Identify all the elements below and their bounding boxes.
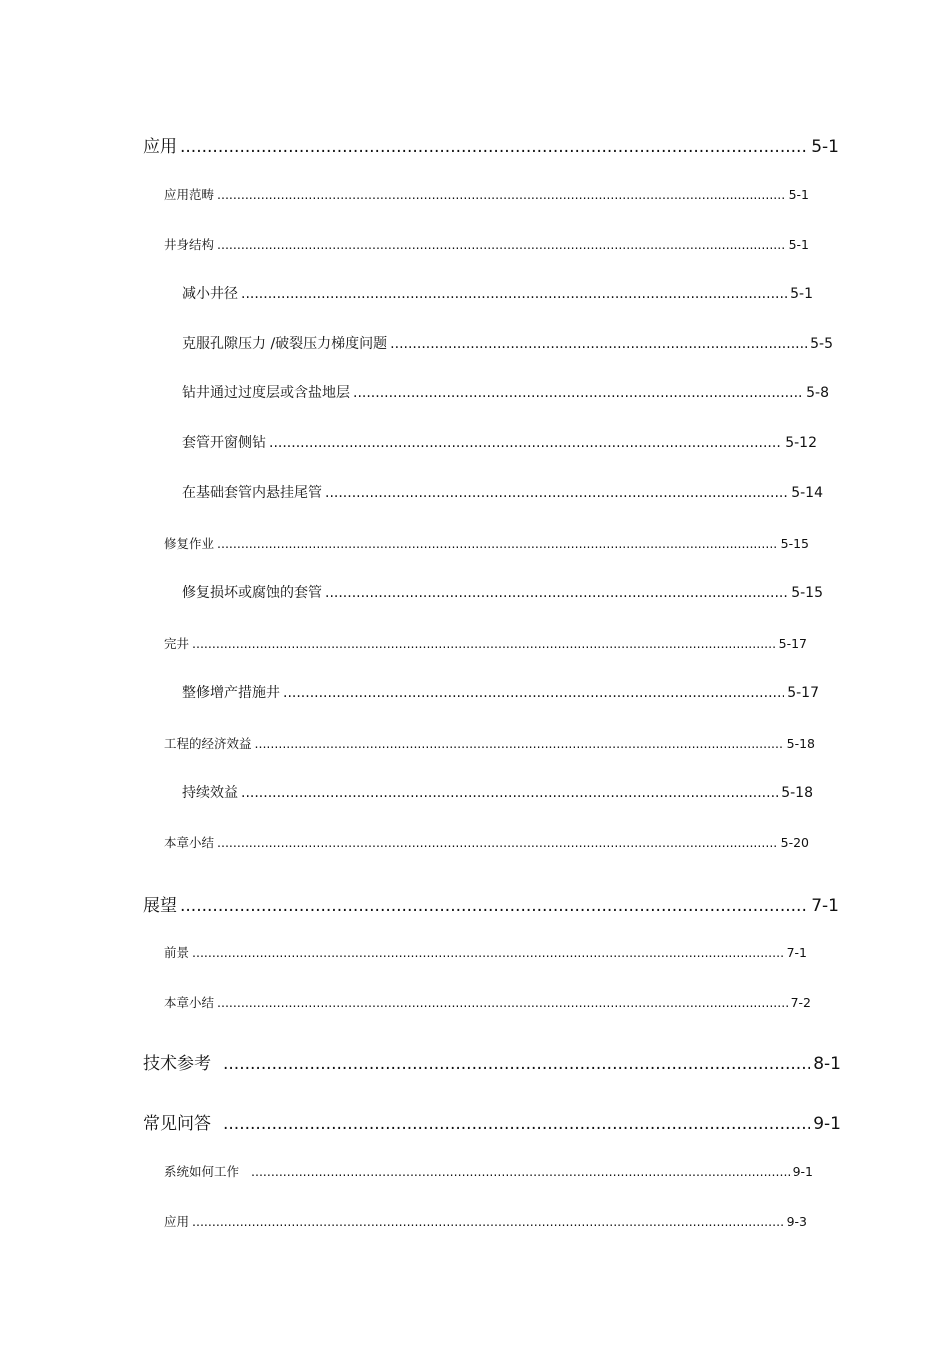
toc-entry[interactable] [164,993,811,1011]
toc-entry-page: 9-1 [792,1164,813,1179]
toc-entry-page: 5-14 [791,485,823,501]
toc-entry-title: 前景 [164,945,190,960]
toc-leader-dots [269,435,782,451]
toc-entry-page: 7-2 [790,995,811,1010]
toc-leader-dots [255,736,784,751]
toc-entry-title: 整修增产措施井 [182,685,280,701]
toc-entry-title: 减小井径 [182,286,238,302]
toc-entry-title: 钻井通过过度层或含盐地层 [182,385,350,401]
toc-entry[interactable] [182,482,823,502]
toc-entry-title: 完井 [164,636,190,651]
toc-entry-page: 5-1 [788,237,809,252]
toc-entry-page: 5-20 [780,835,809,850]
toc-entry-page: 9-3 [786,1214,807,1229]
toc-entry[interactable] [164,734,815,752]
toc-entry-title: 系统如何工作 [164,1164,240,1179]
toc-entry-page: 9-1 [813,1114,841,1134]
toc-leader-dots [223,1114,810,1134]
toc-entry-page: 5-17 [778,636,807,651]
toc-leader-dots [325,585,788,601]
toc-entry[interactable] [164,634,807,652]
toc-leader-dots [325,485,788,501]
toc-entry-title: 修复作业 [164,536,215,551]
toc-leader-dots [217,237,786,252]
toc-entry-page: 5-18 [786,736,815,751]
toc-entry[interactable] [143,891,839,916]
toc-entry-title: 展望 [143,896,177,916]
toc-entry[interactable] [164,833,809,851]
toc-entry-page: 7-1 [811,896,839,916]
toc-entry-title: 克服孔隙压力 /破裂压力梯度问题 [182,336,388,352]
toc-leader-dots [217,187,786,202]
toc-entry[interactable] [182,283,813,303]
toc-leader-dots [353,385,803,401]
toc-entry[interactable] [182,582,823,602]
toc-entry-title: 应用 [143,137,177,157]
toc-entry[interactable] [164,1162,813,1180]
toc-entry[interactable] [164,1212,807,1230]
toc-entry-title: 技术参考 [143,1054,211,1074]
toc-entry-page: 5-12 [785,435,817,451]
toc-entry[interactable] [143,132,839,157]
toc-entry-title: 应用范畴 [164,187,215,202]
toc-entry-page: 5-1 [788,187,809,202]
toc-entry[interactable] [164,534,809,552]
toc-entry-page: 8-1 [813,1054,841,1074]
toc-entry-page: 5-18 [781,785,813,801]
toc-entry[interactable] [164,185,809,203]
toc-entry[interactable] [182,682,819,702]
toc-leader-dots [180,896,808,916]
toc-leader-dots [192,945,784,960]
toc-leader-dots [241,286,787,302]
toc-leader-dots [217,995,788,1010]
toc-entry-title: 持续效益 [182,785,238,801]
toc-leader-dots [283,685,784,701]
toc-entry-title: 常见问答 [143,1114,211,1134]
toc-leader-dots [217,835,778,850]
toc-entry-page: 7-1 [786,945,807,960]
toc-entry-page: 5-17 [787,685,819,701]
toc-entry-page: 5-8 [806,385,829,401]
toc-leader-dots [241,785,778,801]
toc-entry[interactable] [143,1049,841,1074]
toc-entry-title: 套管开窗侧钻 [182,435,266,451]
toc-leader-dots [192,1214,784,1229]
toc-entry[interactable] [182,333,833,353]
toc-entry-title: 本章小结 [164,995,215,1010]
toc-entry[interactable] [164,235,809,253]
toc-entry-title: 修复损坏或腐蚀的套管 [182,585,322,601]
toc-entry-title: 本章小结 [164,835,215,850]
toc-entry-title: 应用 [164,1214,190,1229]
toc-entry-title: 工程的经济效益 [164,736,252,751]
toc-entry-title: 井身结构 [164,237,215,252]
toc-entry-page: 5-15 [780,536,809,551]
toc-leader-dots [217,536,778,551]
toc-entry[interactable] [182,382,829,402]
toc-entry[interactable] [164,943,807,961]
toc-leader-dots [180,137,808,157]
toc-entry-title: 在基础套管内悬挂尾管 [182,485,322,501]
toc-leader-dots [251,1164,790,1179]
toc-entry[interactable] [182,432,817,452]
toc-entry-page: 5-1 [811,137,839,157]
toc-entry[interactable] [143,1109,841,1134]
toc-leader-dots [192,636,776,651]
toc-leader-dots [390,336,807,352]
toc-leader-dots [223,1054,810,1074]
toc-entry-page: 5-1 [790,286,813,302]
toc-entry-page: 5-5 [810,336,833,352]
toc-entry[interactable] [182,782,813,802]
toc-entry-page: 5-15 [791,585,823,601]
